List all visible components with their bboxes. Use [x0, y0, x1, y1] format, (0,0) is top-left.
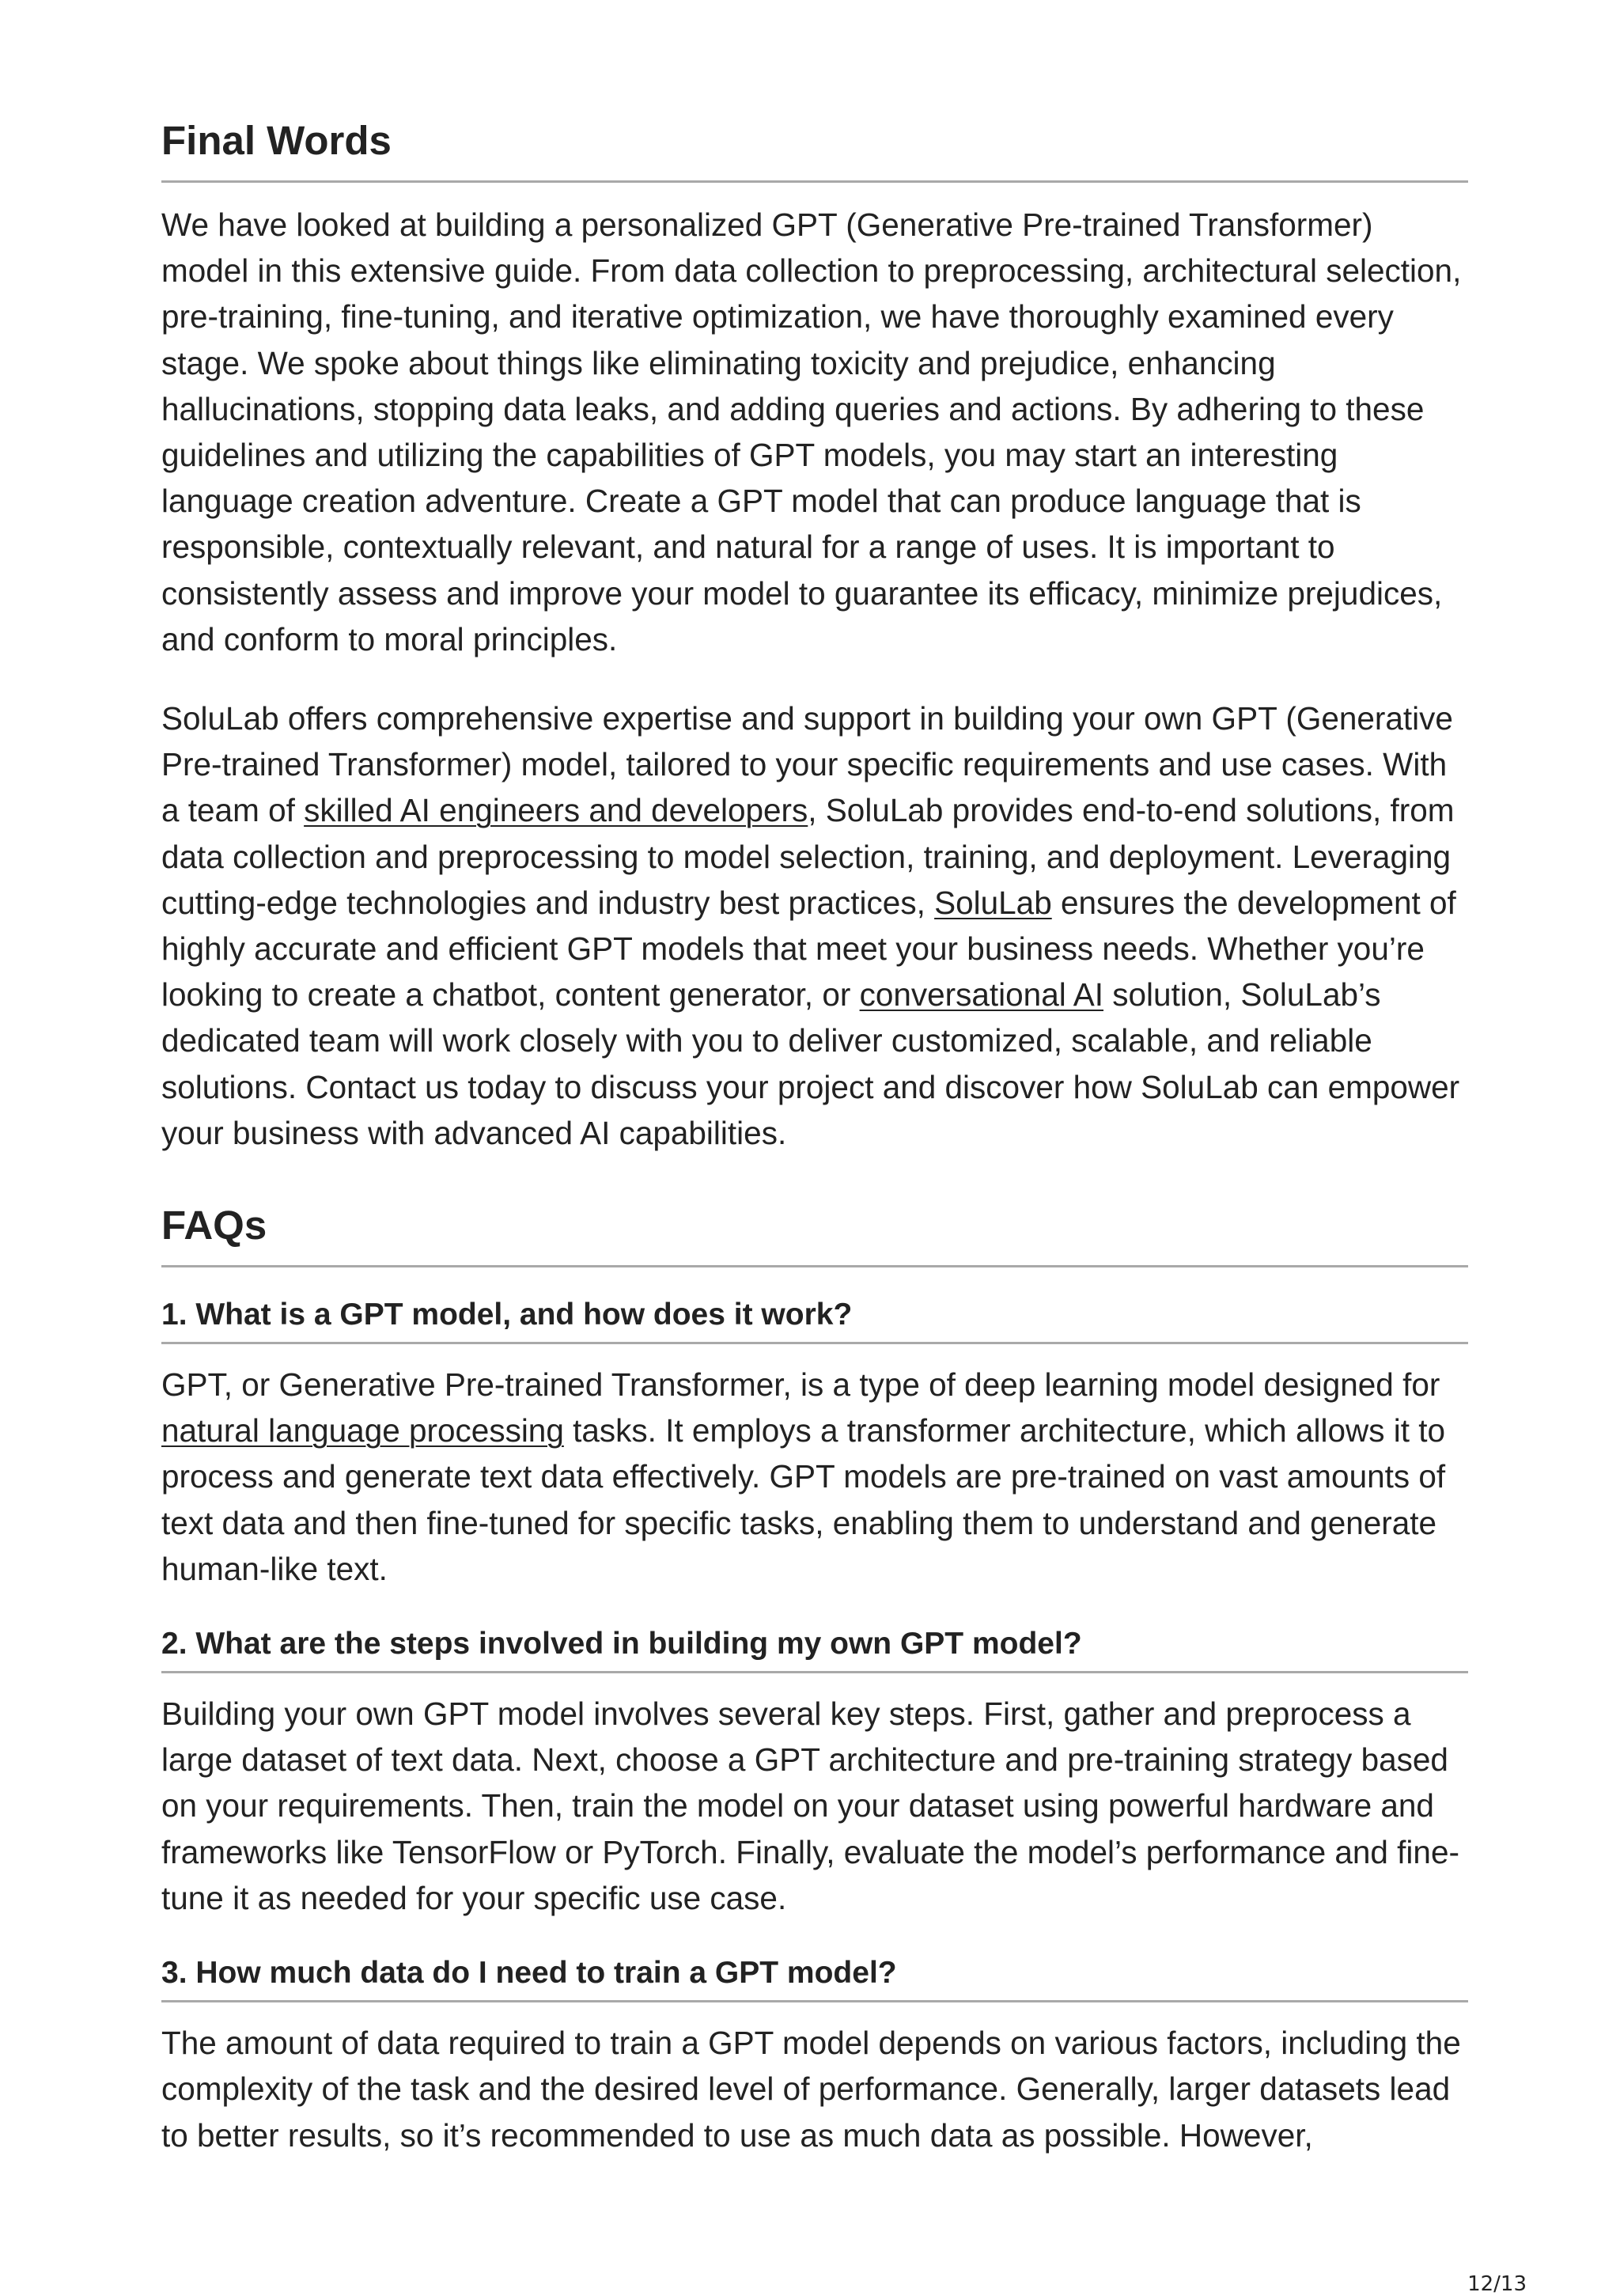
answer-text: GPT, or Generative Pre-trained Transformer, is a type of deep learning model designed for	[161, 1366, 1440, 1404]
paragraph-text: SoluLab offers comprehensive expertise and support in building your own GPT (Generative Pre-trained Transformer) model, tailored to your specific requirements and use cases. With a team of	[161, 700, 1453, 829]
final-words-paragraph-1: We have looked at building a personalized GPT (Generative Pre-trained Transformer) model in this extensive guide. From data collection to preprocessing, architectural selection, pre-training, fine-tuning, and iterative optimization, we have thoroughly examined every stage. We spoke about things like eliminating toxicity and prejudice, enhancing hallucinations, stopping data leaks, and adding queries and actions. By adhering to these guidelines and utilizing the capabilities of GPT models, you may start an interesting language creation adventure. Create a GPT model that can produce language that is responsible, contextually relevant, and natural for a range of uses. It is important to consistently assess and improve your model to guarantee its efficacy, minimize prejudices, and conform to moral principles.	[161, 206, 1462, 657]
page-number: 12/13	[1467, 2272, 1527, 2296]
final-words-paragraph-2	[161, 695, 1468, 1156]
faq-answer-2: Building your own GPT model involves several key steps. First, gather and preprocess a large dataset of text data. Next, choose a GPT architecture and pre-training strategy based on your requirements. Then, train the model on your dataset using powerful hardware and frameworks like TensorFlow or PyTorch. Finally, evaluate the model’s performance and fine-tune it as needed for your specific use case.	[161, 1695, 1459, 1916]
conversational-ai-link[interactable]: conversational AI	[859, 976, 1104, 1013]
faq-answer-3: The amount of data required to train a GPT model depends on various factors, including the complexity of the task and the desired level of performance. Generally, larger datasets lead to better results, so it’s recommended to use as much data as possible. However,	[161, 2025, 1461, 2154]
article-content	[161, 109, 1468, 2158]
natural-language-processing-link[interactable]: natural language processing	[161, 1412, 564, 1449]
final-words-heading: Final Words	[161, 109, 1468, 183]
faq-question-2: 2. What are the steps involved in building my own GPT model?	[161, 1623, 1468, 1673]
faq-answer-1	[161, 1362, 1468, 1592]
answer-text: tasks. It employs a transformer architecture, which allows it to process and generate text data effectively. GPT models are pre-trained on vast amounts of text data and then fine-tuned for specific tasks, enabling them to understand and generate human-like text.	[161, 1412, 1446, 1587]
solulab-link[interactable]: SoluLab	[934, 884, 1052, 921]
paragraph-text: ensures the development of highly accurate and efficient GPT models that meet your business needs. Whether you’re looking to create a chatbot, content generator, or	[161, 884, 1456, 1013]
paragraph-text: solution, SoluLab’s dedicated team will work closely with you to deliver customized, scalable, and reliable solutions. Contact us today to discuss your project and discover how SoluLab can empower your business with advanced AI capabilities.	[161, 976, 1460, 1151]
faq-question-3: 3. How much data do I need to train a GPT model?	[161, 1953, 1468, 2002]
faq-question-1: 1. What is a GPT model, and how does it work?	[161, 1294, 1468, 1344]
paragraph-text: , SoluLab provides end-to-end solutions, from data collection and preprocessing to model selection, training, and deployment. Leveraging cutting-edge technologies and industry best practices,	[161, 792, 1455, 921]
faqs-heading: FAQs	[161, 1194, 1468, 1267]
skilled-ai-engineers-link[interactable]: skilled AI engineers and developers	[304, 792, 808, 829]
